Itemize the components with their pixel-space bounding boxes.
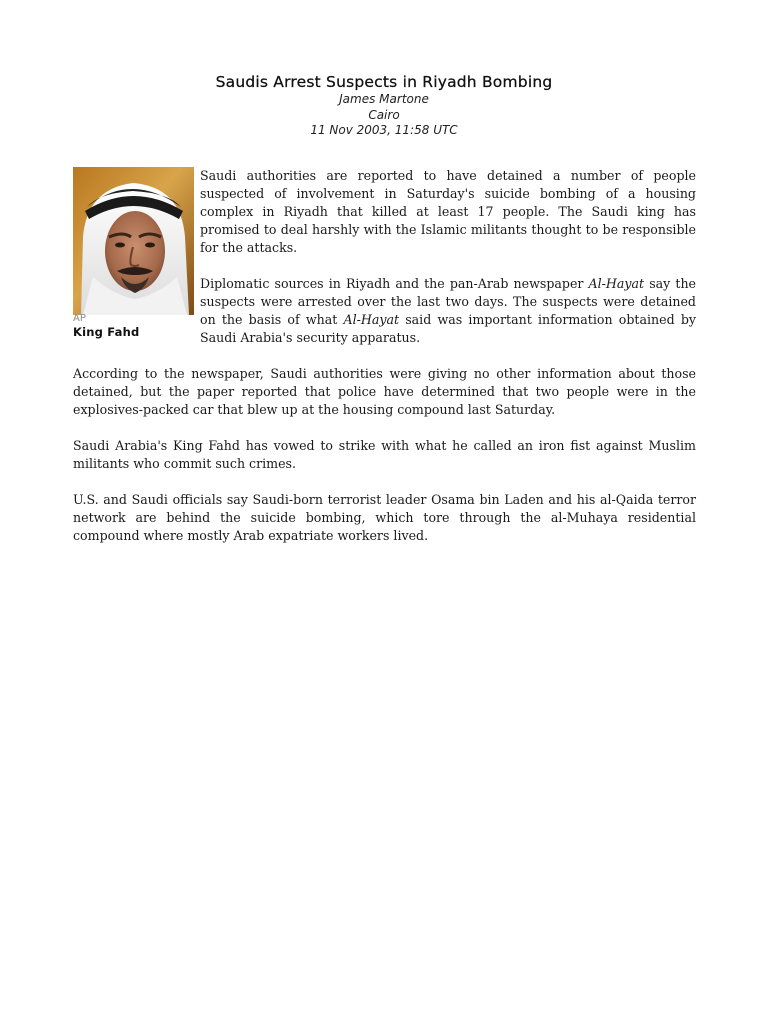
article-header [0,73,768,139]
publication-name: Al-Hayat [343,312,400,327]
paragraph-1-text: Saudi authorities are reported to have detained a number of people suspected of involvement in Saturday's suicide bombing of a housing complex in Riyadh that killed at least 17 people. The Saudi king has promised to deal harshly with the Islamic militants thought to be responsible for the attacks. [200,168,696,255]
article-paragraph-5 [73,491,696,545]
photo-credit: AP [73,313,86,324]
article-dateline: 11 Nov 2003, 11:58 UTC [310,123,458,137]
portrait-photo [73,167,194,315]
publication-name: Al-Hayat [588,276,645,291]
article-figure [73,167,195,340]
paragraph-2-text-c: say the suspects were arrested over the last two days. The suspects were detained on the basis of what [200,276,697,327]
article-location: Cairo [368,107,400,122]
paragraph-2-text-e: said was important information obtained by Saudi Arabia's security apparatus. [200,312,696,345]
article-title: Saudis Arrest Suspects in Riyadh Bombing [215,73,553,91]
paragraph-3-text: According to the newspaper, Saudi authorities were giving no other information about those detained, but the paper reported that police have determined that two people were in the explosives-packed car that blew up at the housing compound last Saturday. [73,366,696,417]
article-author: James Martone [339,92,429,106]
photo-caption: King Fahd [73,325,140,339]
paragraph-5-text: U.S. and Saudi officials say Saudi-born terrorist leader Osama bin Laden and his al-Qaida terror network are behind the suicide bombing, which tore through the al-Muhaya residential compound where mostly Arab expatriate workers lived. [73,492,696,543]
paragraph-2-text-a: Diplomatic sources in Riyadh and the pan-Arab newspaper [200,276,589,291]
paragraph-4-text: Saudi Arabia's King Fahd has vowed to strike with what he called an iron fist against Muslim militants who commit such crimes. [73,438,696,471]
article-paragraph-4 [73,437,696,473]
article-paragraph-3 [73,365,696,419]
article-body [73,167,696,563]
